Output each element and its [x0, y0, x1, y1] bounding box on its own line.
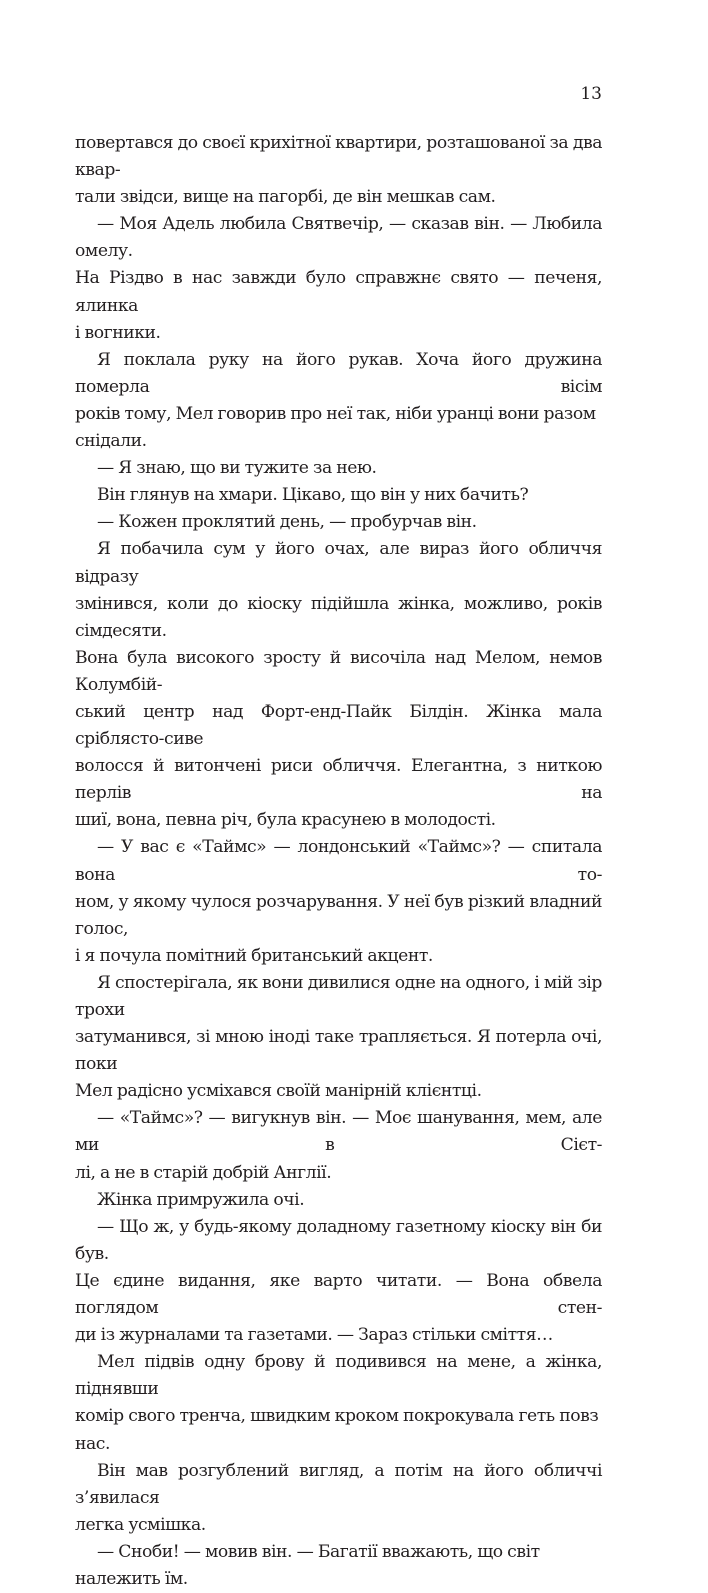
text-line: Жінка примружила очі. — [97, 1189, 305, 1210]
text-line: затуманився, зі мною іноді таке трапляється. Я потерла очі, поки — [75, 1027, 602, 1075]
text-line: і я почула помітний британський акцент. — [75, 945, 433, 966]
text-line: тали звідси, вище на пагорбі, де він мешкав сам. — [75, 187, 496, 208]
paragraph — [75, 347, 602, 455]
text-line: ди із журналами та газетами. — Зараз стільки сміття… — [75, 1325, 553, 1346]
paragraph — [75, 1187, 602, 1214]
paragraph — [75, 211, 602, 346]
text-line: Вона була високого зросту й височіла над Мелом, немов Колумбій- — [75, 647, 602, 695]
text-line: шиї, вона, певна річ, була красунею в молодості. — [75, 810, 496, 831]
text-line: волосся й витончені риси обличчя. Елегантна, з ниткою перлів на — [75, 756, 602, 804]
paragraph — [75, 1458, 602, 1539]
text-line: Мел підвів одну брову й подивився на мене, а жінка, піднявши — [75, 1352, 602, 1400]
text-line: змінився, коли до кіоску підійшла жінка, можливо, років сімдесяти. — [75, 593, 602, 641]
text-line: ном, у якому чулося розчарування. У неї був різкий владний голос, — [75, 891, 602, 939]
text-line: — Що ж, у будь-якому доладному газетному кіоску він би був. — [75, 1216, 602, 1264]
text-line: — Сноби! — мовив він. — Багатії вважають, що світ належить їм. — [75, 1541, 540, 1589]
text-line: повертався до своєї крихітної квартири, розташованої за два квар- — [75, 133, 602, 181]
paragraph — [75, 970, 602, 1105]
text-line: — У вас є «Таймс» — лондонський «Таймс»? — спитала вона то- — [75, 837, 602, 885]
text-line: Це єдине видання, яке варто читати. — Вона обвела поглядом стен- — [75, 1270, 602, 1319]
text-line: років тому, Мел говорив про неї так, ніби уранці вони разом снідали. — [75, 403, 596, 452]
text-line: Він глянув на хмари. Цікаво, що він у них бачить? — [97, 485, 529, 506]
text-line: — «Таймс»? — вигукнув він. — Моє шанування, мем, але ми в Сієт- — [75, 1108, 602, 1156]
page-number: 13 — [580, 84, 602, 104]
text-line: Мел радісно усміхався своїй манірній клієнтці. — [75, 1081, 482, 1102]
paragraph — [75, 1539, 602, 1593]
text-line: ський центр над Форт-енд-Пайк Білдін. Жінка мала сріблясто-сиве — [75, 701, 602, 750]
text-line: комір свого тренча, швидким кроком покрокувала геть повз нас. — [75, 1406, 599, 1454]
text-line: — Кожен проклятий день, — пробурчав він. — [97, 512, 477, 533]
text-line: — Я знаю, що ви тужите за нею. — [97, 458, 377, 479]
body-text — [75, 130, 602, 1593]
paragraph — [75, 834, 602, 969]
text-line: Я поклала руку на його рукав. Хоча його дружина померла вісім — [75, 349, 602, 397]
paragraph — [75, 1349, 602, 1457]
text-line: і вогники. — [75, 322, 161, 343]
text-line: Він мав розгублений вигляд, а потім на його обличчі з’явилася — [75, 1460, 602, 1508]
text-line: — Моя Адель любила Святвечір, — сказав він. — Любила омелу. — [75, 214, 602, 262]
paragraph — [75, 482, 602, 509]
text-line: лі, а не в старій добрій Англії. — [75, 1162, 332, 1183]
text-line: легка усмішка. — [75, 1514, 206, 1535]
paragraph — [75, 536, 602, 834]
text-line: Я спостерігала, як вони дивилися одне на одного, і мій зір трохи — [75, 972, 602, 1020]
paragraph — [75, 509, 602, 536]
paragraph — [75, 1105, 602, 1186]
text-line: На Різдво в нас завжди було справжнє свято — печеня, ялинка — [75, 268, 602, 316]
paragraph — [75, 1214, 602, 1349]
text-line: Я побачила сум у його очах, але вираз його обличчя відразу — [75, 539, 602, 587]
paragraph — [75, 455, 602, 482]
paragraph — [75, 130, 602, 211]
